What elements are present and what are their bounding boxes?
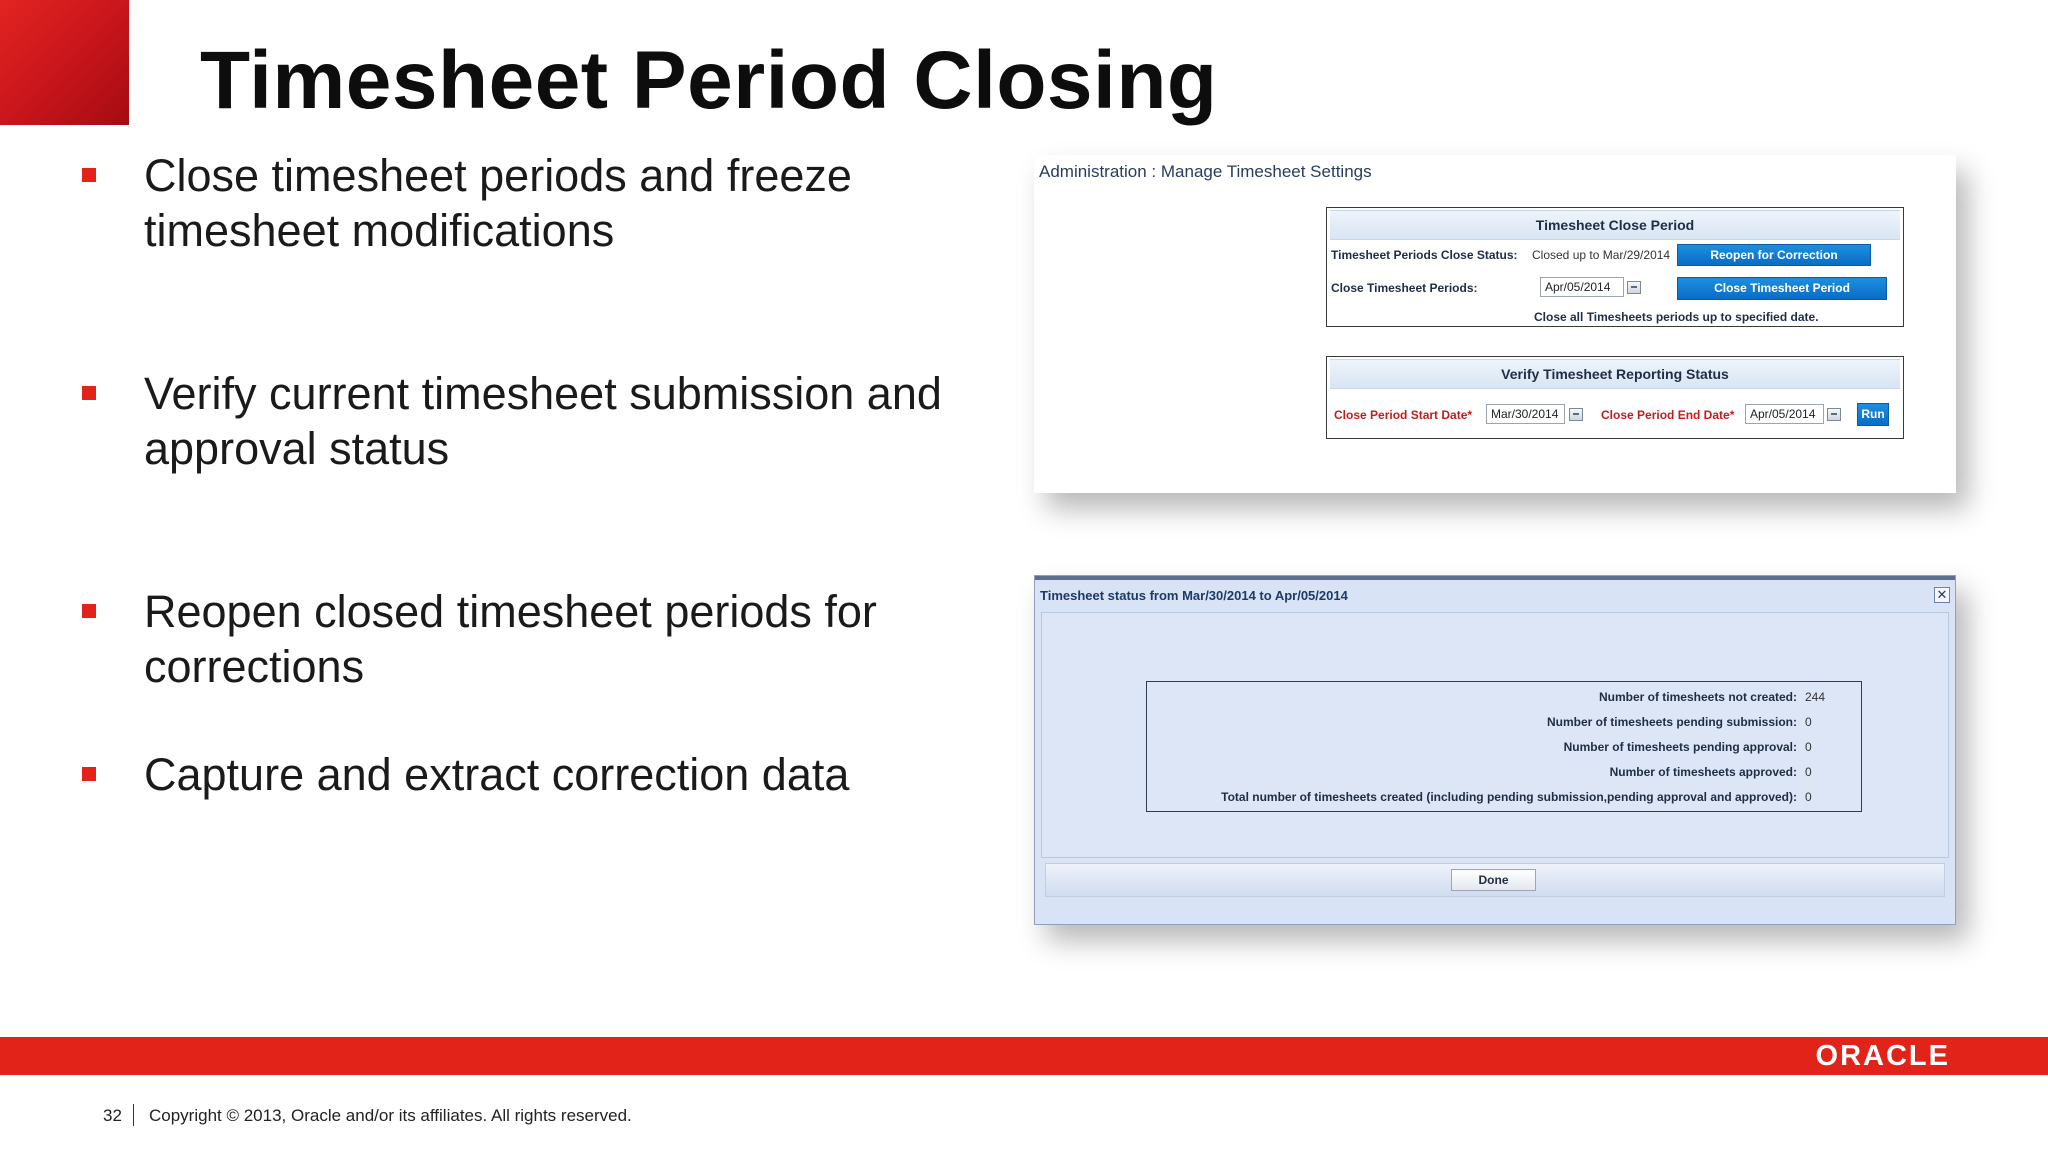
status-summary-box xyxy=(1146,681,1862,812)
status-row-label: Number of timesheets not created: xyxy=(1598,690,1797,704)
verify-status-box xyxy=(1326,356,1904,439)
status-row xyxy=(1546,715,1812,729)
page-number: 32 xyxy=(103,1106,122,1125)
status-row-value: 244 xyxy=(1805,690,1826,704)
start-date-input[interactable]: Mar/30/2014 xyxy=(1486,404,1565,424)
verify-status-header: Verify Timesheet Reporting Status xyxy=(1330,359,1900,389)
close-icon[interactable]: ✕ xyxy=(1934,587,1950,603)
close-periods-label: Close Timesheet Periods: xyxy=(1331,281,1478,295)
close-timesheet-period-button[interactable]: Close Timesheet Period xyxy=(1677,277,1887,300)
bullet-square-icon xyxy=(82,604,96,618)
status-row-label: Number of timesheets approved: xyxy=(1609,765,1797,779)
close-period-date-input[interactable]: Apr/05/2014 xyxy=(1540,277,1624,297)
calendar-icon[interactable] xyxy=(1827,408,1841,421)
close-status-label: Timesheet Periods Close Status: xyxy=(1331,248,1518,262)
bullet-square-icon xyxy=(82,767,96,781)
done-button[interactable]: Done xyxy=(1451,869,1536,891)
dialog-top-bar xyxy=(1035,576,1955,580)
breadcrumb[interactable]: Administration : Manage Timesheet Settings xyxy=(1039,162,1372,181)
copyright-text: Copyright © 2013, Oracle and/or its affiliates. All rights reserved. xyxy=(149,1106,632,1125)
bullet-item xyxy=(82,747,982,802)
status-row-label: Number of timesheets pending approval: xyxy=(1563,740,1797,754)
status-row-value: 0 xyxy=(1805,790,1812,804)
bullet-text: Reopen closed timesheet periods for corrections xyxy=(144,586,877,692)
status-row xyxy=(1598,690,1826,704)
status-row-value: 0 xyxy=(1805,765,1812,779)
reopen-for-correction-button[interactable]: Reopen for Correction xyxy=(1677,244,1871,266)
footer-bar xyxy=(0,1037,2048,1075)
dialog-body xyxy=(1041,612,1949,858)
status-row-label: Total number of timesheets created (including pending submission,pending approval and approved): xyxy=(1221,790,1797,804)
run-button[interactable]: Run xyxy=(1857,403,1889,426)
status-row-label: Number of timesheets pending submission: xyxy=(1546,715,1797,729)
end-date-label: Close Period End Date* xyxy=(1601,408,1735,422)
brand-corner-block xyxy=(0,0,129,125)
close-period-note: Close all Timesheets periods up to specified date. xyxy=(1534,310,1819,324)
calendar-icon[interactable] xyxy=(1569,408,1583,421)
bullet-square-icon xyxy=(82,386,96,400)
footer-separator xyxy=(133,1104,134,1126)
bullet-item xyxy=(82,366,982,476)
bullet-text: Capture and extract correction data xyxy=(144,749,850,800)
dialog-title: Timesheet status from Mar/30/2014 to Apr/05/2014 xyxy=(1040,588,1348,603)
bullet-item xyxy=(82,148,982,258)
timesheet-status-dialog xyxy=(1034,575,1956,925)
close-status-value: Closed up to Mar/29/2014 xyxy=(1532,248,1671,262)
status-row xyxy=(1563,740,1812,754)
bullet-square-icon xyxy=(82,168,96,182)
start-date-label: Close Period Start Date* xyxy=(1334,408,1473,422)
bullet-item xyxy=(82,584,982,694)
dialog-footer xyxy=(1045,863,1945,897)
slide-title: Timesheet Period Closing xyxy=(200,35,1218,126)
calendar-icon[interactable] xyxy=(1627,281,1641,294)
status-row-value: 0 xyxy=(1805,740,1812,754)
status-row-value: 0 xyxy=(1805,715,1812,729)
bullet-text: Close timesheet periods and freeze timesheet modifications xyxy=(144,150,852,256)
end-date-input[interactable]: Apr/05/2014 xyxy=(1745,404,1824,424)
oracle-logo: ORACLE xyxy=(1815,1040,1950,1072)
timesheet-settings-screenshot xyxy=(1034,155,1956,493)
status-row xyxy=(1609,765,1812,779)
bullet-text: Verify current timesheet submission and approval status xyxy=(144,368,942,474)
close-period-header: Timesheet Close Period xyxy=(1330,210,1900,240)
status-row xyxy=(1221,790,1812,804)
close-period-box xyxy=(1326,207,1904,327)
